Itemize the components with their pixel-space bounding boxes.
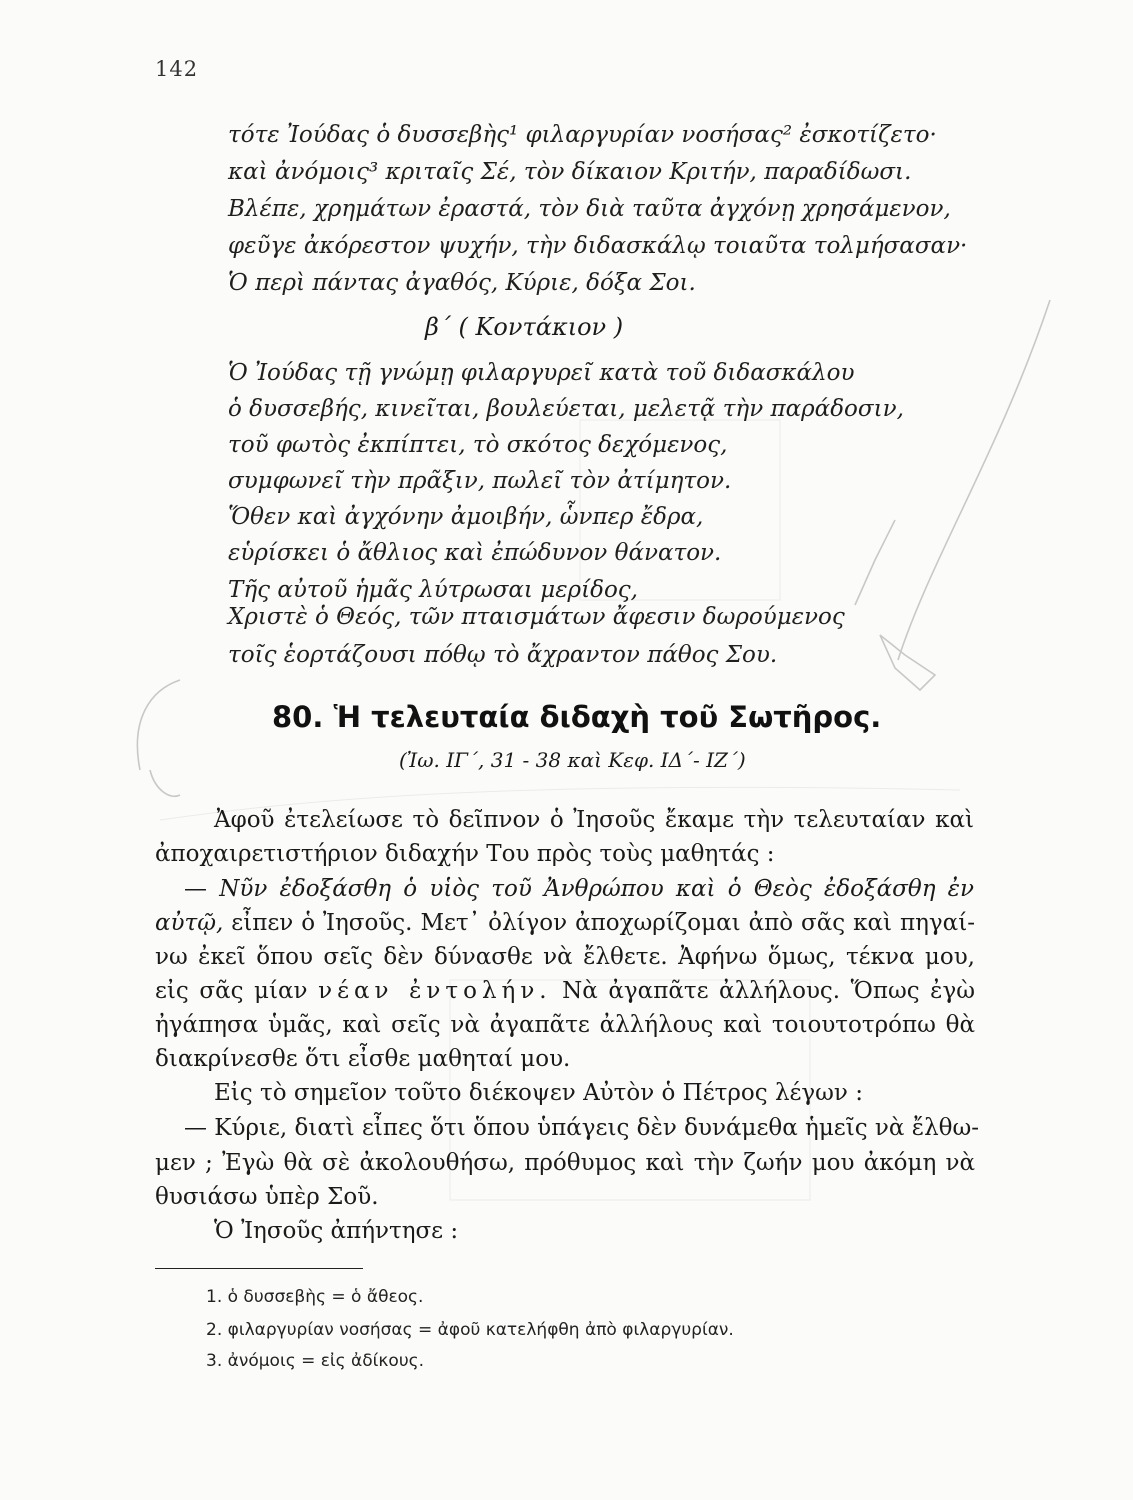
chapter-title: 80. Ἡ τελευταία διδαχὴ τοῦ Σωτῆρος.	[272, 700, 882, 734]
paragraph-line: νω ἐκεῖ ὅπου σεῖς δὲν δύνασθε νὰ ἔλθετε. Ἀφήνω ὅμως, τέκνα μου,	[155, 944, 975, 970]
footnote: 3. ἀνόμοις = εἰς ἀδίκους.	[206, 1351, 425, 1371]
paragraph-line	[155, 978, 975, 1004]
paragraph-line	[155, 910, 975, 936]
paragraph-line: Ἀφοῦ ἐτελείωσε τὸ δεῖπνον ὁ Ἰησοῦς ἔκαμε τὴν τελευταίαν καὶ	[214, 807, 974, 833]
hymn-line: Ὁ Ἰούδας τῇ γνώμῃ φιλαργυρεῖ κατὰ τοῦ διδασκάλου	[228, 360, 855, 386]
dash: —	[184, 876, 220, 902]
chapter-reference: (Ἰω. ΙΓ΄, 31 - 38 καὶ Κεφ. ΙΔ΄- ΙΖ΄)	[399, 748, 746, 772]
hymn-line: φεῦγε ἀκόρεστον ψυχήν, τὴν διδασκάλῳ τοιαῦτα τολμήσασαν·	[228, 233, 968, 259]
paragraph-line: θυσιάσω ὑπὲρ Σοῦ.	[155, 1184, 379, 1210]
hymn-line: τοῖς ἑορτάζουσι πόθῳ τὸ ἄχραντον πάθος Σου.	[228, 642, 778, 668]
paragraph-line	[184, 876, 974, 902]
footnote-rule	[155, 1268, 363, 1269]
paragraph-line: — Κύριε, διατὶ εἶπες ὅτι ὅπου ὑπάγεις δὲν δυνάμεθα ἡμεῖς νὰ ἔλθω-	[184, 1115, 980, 1141]
text-run: εἰς σᾶς μίαν	[155, 978, 319, 1004]
text-run: εἶπεν ὁ Ἰησοῦς. Μετ᾽ ὀλίγον ἀποχωρίζομαι ἀπὸ σᾶς καὶ πηγαί-	[223, 910, 975, 936]
kontakion-heading: β΄ ( Κοντάκιον )	[425, 313, 624, 341]
paragraph-line: διακρίνεσθε ὅτι εἶσθε μαθηταί μου.	[155, 1046, 571, 1072]
footnote: 1. ὁ δυσσεβὴς = ὁ ἄθεος.	[206, 1287, 424, 1307]
paragraph-line: Ὁ Ἰησοῦς ἀπήντησε :	[214, 1218, 459, 1244]
footnote: 2. φιλαργυρίαν νοσήσας = ἀφοῦ κατελήφθη ἀπὸ φιλαργυρίαν.	[206, 1320, 734, 1340]
hymn-line: τότε Ἰούδας ὁ δυσσεβὴς¹ φιλαργυρίαν νοσήσας² ἐσκοτίζετο·	[228, 122, 937, 148]
hymn-line: Χριστὲ ὁ Θεός, τῶν πταισμάτων ἄφεσιν δωρούμενος	[228, 604, 845, 630]
hymn-line: Τῆς αὐτοῦ ἡμᾶς λύτρωσαι μερίδος,	[228, 577, 638, 603]
hymn-line: εὑρίσκει ὁ ἄθλιος καὶ ἐπώδυνον θάνατον.	[228, 540, 722, 566]
paragraph-line: μεν ; Ἐγὼ θὰ σὲ ἀκολουθήσω, πρόθυμος καὶ τὴν ζωήν μου ἀκόμη νὰ	[155, 1150, 975, 1176]
quoted-speech: αὐτῷ,	[155, 910, 224, 936]
hymn-line: Βλέπε, χρημάτων ἐραστά, τὸν διὰ ταῦτα ἀγχόνῃ χρησάμενον,	[228, 196, 951, 222]
hymn-line: συμφωνεῖ τὴν πρᾶξιν, πωλεῖ τὸν ἀτίμητον.	[228, 468, 732, 494]
text-run: Νὰ ἀγαπᾶτε ἀλλήλους. Ὅπως ἐγὼ	[551, 978, 976, 1004]
hymn-line: καὶ ἀνόμοις³ κριταῖς Σέ, τὸν δίκαιον Κριτήν, παραδίδωσι.	[228, 159, 912, 185]
page-number: 142	[155, 57, 199, 81]
quoted-speech: Νῦν ἐδοξάσθη ὁ υἱὸς τοῦ Ἀνθρώπου καὶ ὁ Θεὸς ἐδοξάσθη ἐν	[219, 876, 974, 902]
paragraph-line: ἠγάπησα ὑμᾶς, καὶ σεῖς νὰ ἀγαπᾶτε ἀλλήλους καὶ τοιουτοτρόπω θὰ	[155, 1012, 975, 1038]
emphasized-phrase: νέαν ἐντολήν.	[318, 978, 552, 1004]
paragraph-line: Εἰς τὸ σημεῖον τοῦτο διέκοψεν Αὐτὸν ὁ Πέτρος λέγων :	[214, 1080, 863, 1106]
hymn-line: τοῦ φωτὸς ἐκπίπτει, τὸ σκότος δεχόμενος,	[228, 432, 728, 458]
hymn-line: Ὅθεν καὶ ἀγχόνην ἀμοιβήν, ὧνπερ ἔδρα,	[228, 504, 704, 530]
paragraph-line: ἀποχαιρετιστήριον διδαχήν Του πρὸς τοὺς μαθητάς :	[155, 841, 775, 867]
hymn-line: ὁ δυσσεβής, κινεῖται, βουλεύεται, μελετᾷ τὴν παράδοσιν,	[228, 396, 904, 422]
hymn-line: Ὁ περὶ πάντας ἀγαθός, Κύριε, δόξα Σοι.	[228, 270, 696, 296]
